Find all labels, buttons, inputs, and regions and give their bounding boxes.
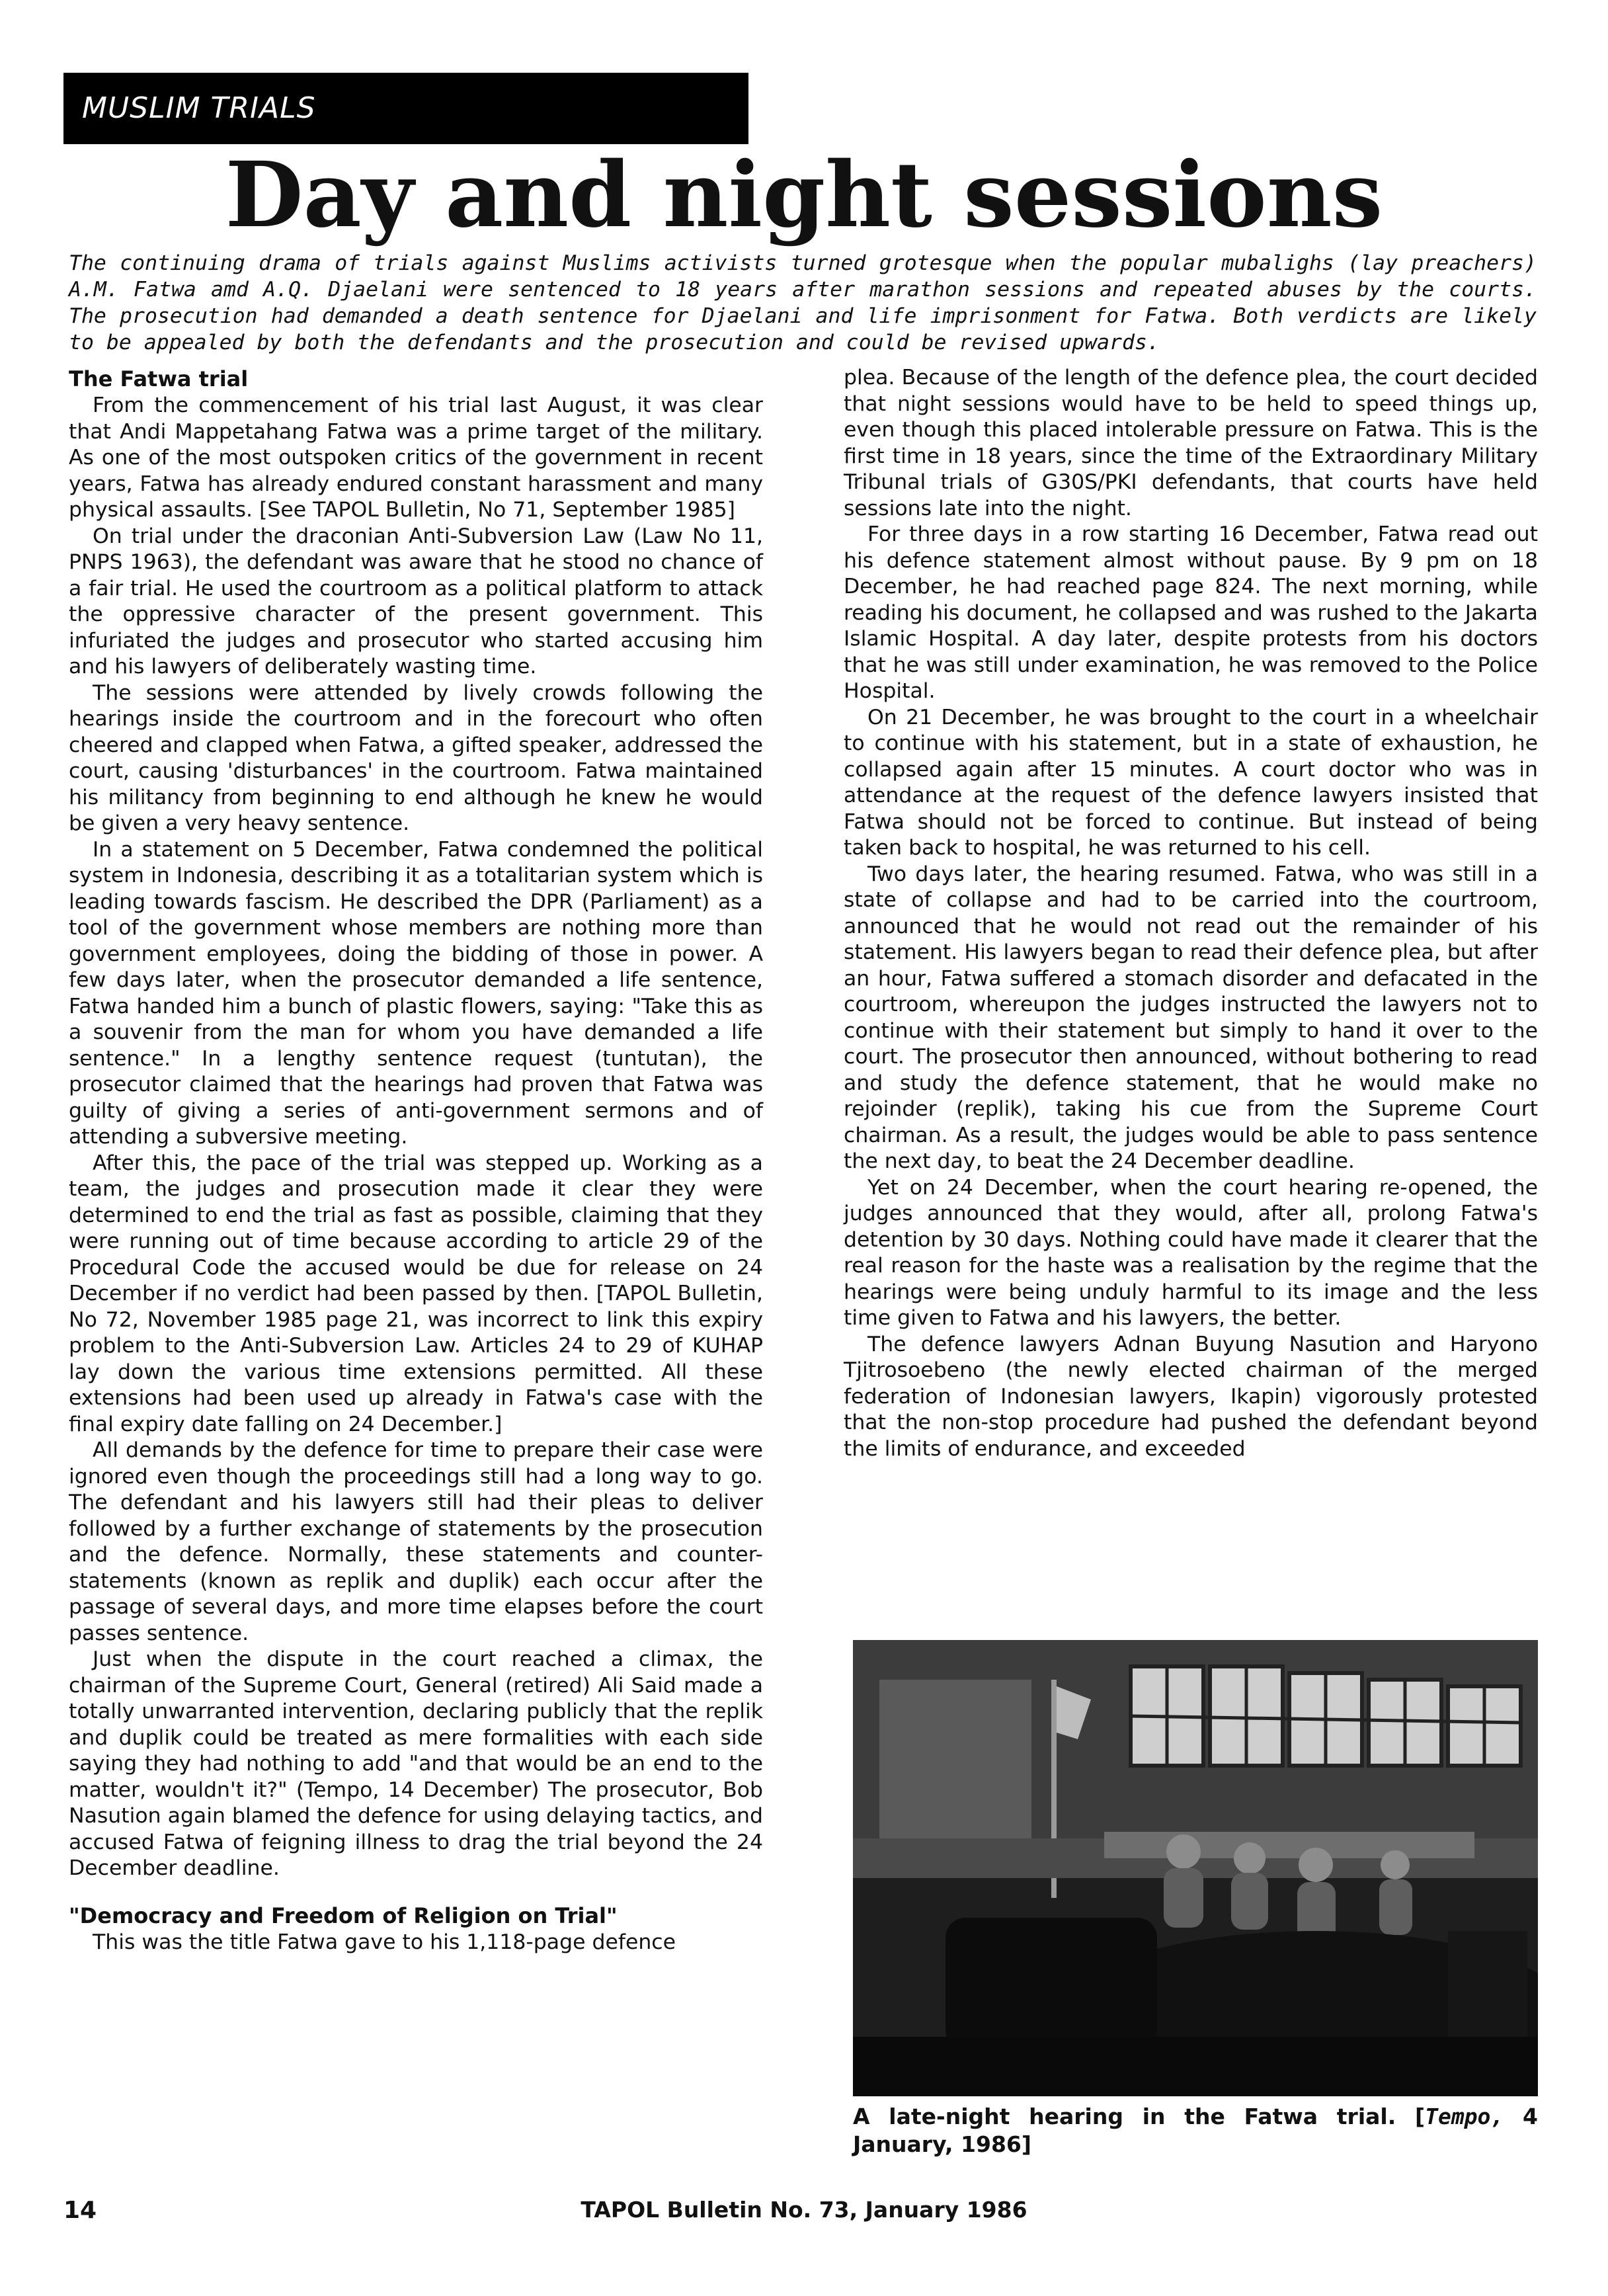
subheading: "Democracy and Freedom of Religion on Trial" bbox=[69, 1903, 618, 1928]
paragraph: On trial under the draconian Anti-Subversion Law (Law No 11, PNPS 1963), the defendant was aware that he stood no chance of a fair trial. He used the courtroom as a political platform to attack the oppressive character of the present government. This infuriated the judges and prosecutor who started accusing him and his lawyers of deliberately wasting time. bbox=[69, 524, 763, 678]
courtroom-photo bbox=[853, 1640, 1538, 2096]
paragraph: After this, the pace of the trial was stepped up. Working as a team, the judges and prosecution made it clear they were determined to end the trial as fast as possible, claiming that they were running out of time because according to article 29 of the Procedural Code the accused would be due for release on 24 December if no verdict had been passed by then. [TAPOL Bulletin, No 72, November 1985 page 21, was incorrect to link this expiry problem to the Anti-Subversion Law. Articles 24 to 29 of KUHAP lay down the various time extensions permitted. All these extensions had been used up already in Fatwa's case with the final expiry date falling on 24 December.] bbox=[69, 1151, 763, 1436]
caption-text: A late-night hearing in the Fatwa trial. [ bbox=[853, 2104, 1426, 2129]
paragraph: For three days in a row starting 16 December, Fatwa read out his defence statement almost without pause. By 9 pm on 18 December, he had reached page 824. The next morning, while reading his document, he collapsed and was rushed to the Jakarta Islamic Hospital. A day later, despite protests from his doctors that he was still under examination, he was removed to the Police Hospital. bbox=[844, 522, 1538, 703]
paragraph: On 21 December, he was brought to the court in a wheelchair to continue with his statement, but in a state of exhaustion, he collapsed again after 15 minutes. A court doctor who was in attendance at the request of the defence lawyers insisted that Fatwa should not be forced to continue. But instead of being taken back to hospital, he was returned to his cell. bbox=[844, 705, 1538, 860]
paragraph: From the commencement of his trial last August, it was clear that Andi Mappetahang Fatwa was a prime target of the military. As one of the most outspoken critics of the government in recent years, Fatwa has already endured constant harassment and many physical assaults. [See TAPOL Bulletin, No 71, September 1985] bbox=[69, 393, 763, 522]
page-number: 14 bbox=[63, 2197, 97, 2224]
paragraph: Two days later, the hearing resumed. Fatwa, who was still in a state of collapse and had to be carried into the courtroom, announced that he would not read out the remainder of his statement. His lawyers began to read their defence plea, but after an hour, Fatwa suffered a stomach disorder and defacated in the courtroom, whereupon the judges instructed the lawyers not to continue with their statement but simply to hand it over to the court. The prosecutor then announced, without bothering to read and study the defence statement, that he would make no rejoinder (replik), taking his cue from the Supreme Court chairman. As a result, the judges would be able to pass sentence the next day, to beat the 24 December deadline. bbox=[844, 862, 1538, 1173]
paragraph: The sessions were attended by lively crowds following the hearings inside the courtroom and in the forecourt who often cheered and clapped when Fatwa, a gifted speaker, addressed the court, causing 'disturbances' in the courtroom. Fatwa maintained his militancy from beginning to end although he knew he would be given a very heavy sentence. bbox=[69, 680, 763, 835]
paragraph: This was the title Fatwa gave to his 1,118-page defence bbox=[93, 1930, 676, 1954]
caption-date: 4 January, 1986] bbox=[853, 2104, 1538, 2157]
paragraph: In a statement on 5 December, Fatwa condemned the political system in Indonesia, describing it as a totalitarian system which is leading towards fascism. He described the DPR (Parliament) as a tool of the government whose members are nothing more than government employees, doing the bidding of those in power. A few days later, when the prosecutor demanded a life sentence, Fatwa handed him a bunch of plastic flowers, saying: "Take this as a souvenir from the man for whom you have demanded a life sentence." In a lengthy sentence request (tuntutan), the prosecutor claimed that the hearings had proven that Fatwa was guilty of giving a series of anti-government sermons and of attending a subversive meeting. bbox=[69, 837, 763, 1149]
left-column bbox=[69, 365, 763, 2190]
paragraph: plea. Because of the length of the defence plea, the court decided that night sessions would have to be held to speed things up, even though this placed intolerable pressure on Fatwa. This is the first time in 18 years, since the time of the Extraordinary Military Tribunal trials of G30S/PKI defendants, that courts have held sessions late into the night. bbox=[844, 366, 1538, 520]
article-heading: The Fatwa trial bbox=[69, 366, 249, 391]
paragraph: The defence lawyers Adnan Buyung Nasution and Haryono Tjitrosoebeno (the newly elected chairman of the merged federation of Indonesian lawyers, Ikapin) vigorously protested that the non-stop procedure had pushed the defendant beyond the limits of endurance, and exceeded bbox=[844, 1332, 1538, 1461]
standfirst: The continuing drama of trials against Muslims activists turned grotesque when the popular mubalighs (lay preachers) A.M. Fatwa amd A.Q. Djaelani were sentenced to 18 years after marathon sessions and repeated abuses by the courts. The prosecution had demanded a death sentence for Djaelani and life imprisonment for Fatwa. Both verdicts are likely to be appealed by both the defendants and the prosecution and could be revised upwards. bbox=[69, 251, 1537, 354]
photo-caption bbox=[853, 2103, 1538, 2158]
section-banner: MUSLIM TRIALS bbox=[63, 73, 748, 144]
caption-source: Tempo, bbox=[1425, 2104, 1504, 2129]
paragraph: Just when the dispute in the court reached a climax, the chairman of the Supreme Court, General (retired) Ali Said made a totally unwarranted intervention, declaring publicly that the replik and duplik could be treated as mere formalities with each side saying they had nothing to add "and that would be an end to the matter, wouldn't it?" (Tempo, 14 December) The prosecutor, Bob Nasution again blamed the defence for using delaying tactics, and accused Fatwa of feigning illness to drag the trial beyond the 24 December deadline. bbox=[69, 1647, 763, 1880]
headline: Day and night sessions bbox=[225, 142, 1383, 248]
footer: TAPOL Bulletin No. 73, January 1986 bbox=[581, 2197, 1027, 2223]
right-column bbox=[844, 365, 1538, 1635]
paragraph: All demands by the defence for time to prepare their case were ignored even though the proceedings still had a long way to go. The defendant and his lawyers still had their pleas to deliver followed by a further exchange of statements by the prosecution and the defence. Normally, these statements and counter-statements (known as replik and duplik) each occur after the passage of several days, and more time elapses before the court passes sentence. bbox=[69, 1438, 763, 1645]
paragraph: Yet on 24 December, when the court hearing re-opened, the judges announced that they would, after all, prolong Fatwa's detention by 30 days. Nothing could have made it clearer that the real reason for the haste was a realisation by the regime that the hearings were being unduly harmful to its image and the less time given to Fatwa and his lawyers, the better. bbox=[844, 1175, 1538, 1330]
